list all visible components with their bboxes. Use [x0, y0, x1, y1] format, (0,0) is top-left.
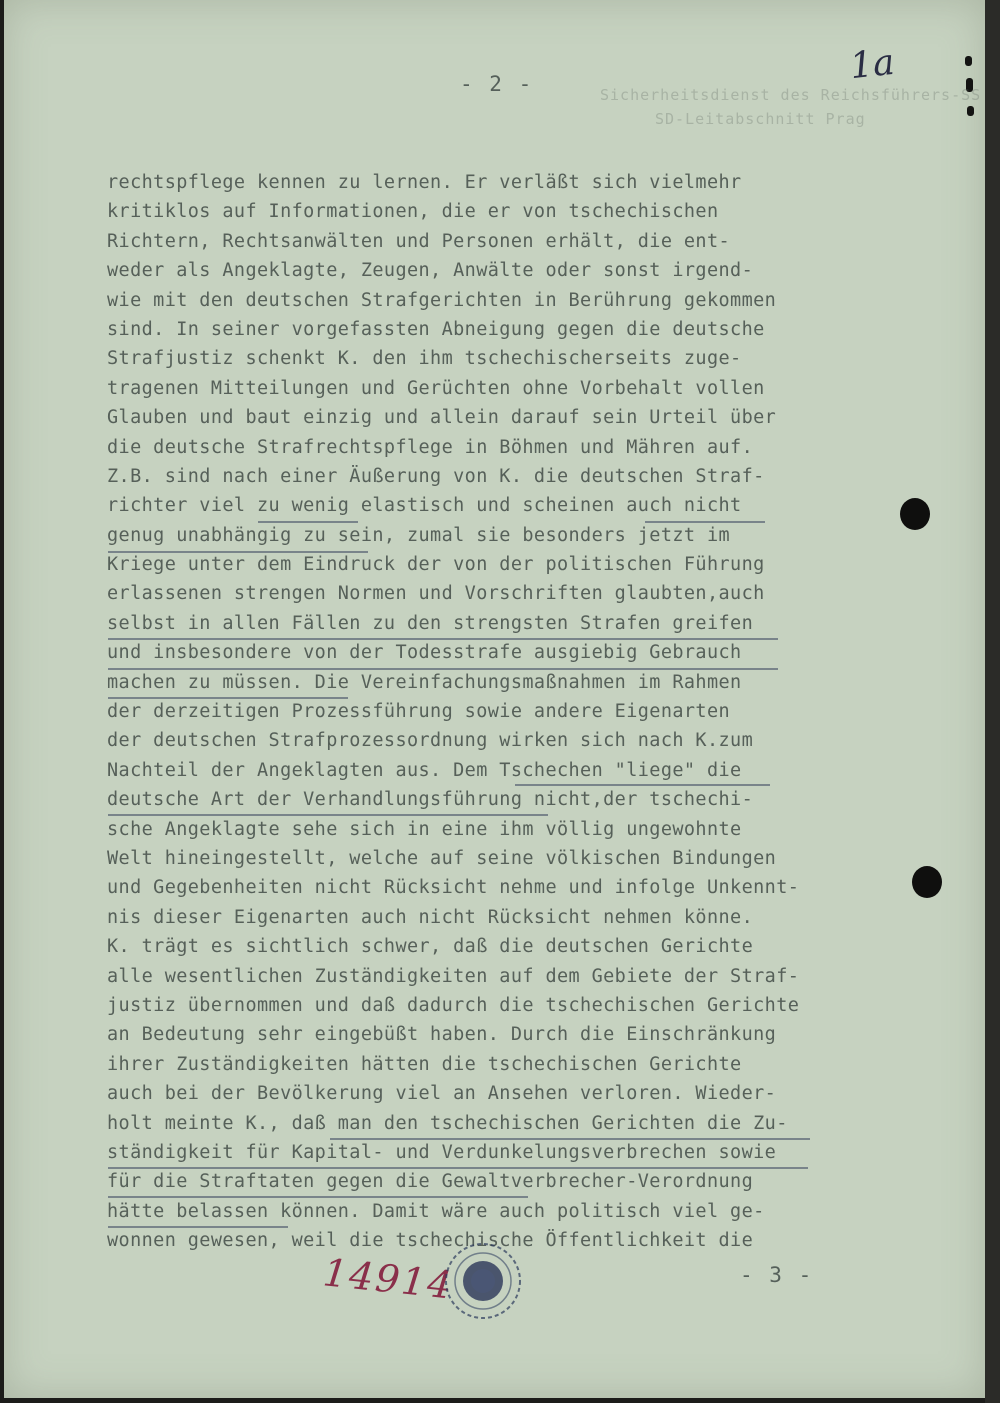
handwritten-annotation: 1a [847, 41, 897, 88]
bleed-through-text: SD-Leitabschnitt Prag [655, 110, 866, 128]
text-line: auch bei der Bevölkerung viel an Ansehen verloren. Wieder- [107, 1083, 777, 1105]
text-line: der derzeitigen Prozessführung sowie andere Eigenarten [107, 701, 731, 723]
pencil-underline [108, 551, 368, 553]
text-line: sind. In seiner vorgefassten Abneigung gegen die deutsche [107, 318, 765, 340]
text-line: nis dieser Eigenarten auch nicht Rücksicht nehmen könne. [107, 906, 754, 928]
text-line: Richtern, Rechtsanwälten und Personen erhält, die ent- [107, 230, 731, 252]
text-line: machen zu müssen. Die Vereinfachungsmaßnahmen im Rahmen [107, 671, 742, 693]
text-line: Welt hineingestellt, welche auf seine völkischen Bindungen [107, 847, 777, 869]
archive-stamp-icon [442, 1240, 524, 1322]
text-line: an Bedeutung sehr eingebüßt haben. Durch die Einschränkung [107, 1024, 777, 1046]
text-line: ständigkeit für Kapital- und Verdunkelungsverbrechen sowie [107, 1141, 777, 1163]
text-line: wonnen gewesen, weil die tschechische Öffentlichkeit die [107, 1230, 754, 1252]
binding-mark [965, 56, 972, 66]
text-line: K. trägt es sichtlich schwer, daß die deutschen Gerichte [107, 936, 754, 958]
text-line: erlassenen strengen Normen und Vorschriften glaubten,auch [107, 583, 765, 605]
text-line: und Gegebenheiten nicht Rücksicht nehme und infolge Unkennt- [107, 877, 800, 899]
text-line: Kriege unter dem Eindruck der von der politischen Führung [107, 554, 765, 576]
text-line: Nachteil der Angeklagten aus. Dem Tschechen "liege" die [107, 759, 742, 781]
punch-hole [900, 498, 930, 530]
text-line: der deutschen Strafprozessordnung wirken sich nach K.zum [107, 730, 754, 752]
bleed-through-text: Sicherheitsdienst des Reichsführers-SS [600, 86, 982, 104]
text-line: genug unabhängig zu sein, zumal sie besonders jetzt im [107, 524, 731, 546]
pencil-underline [108, 668, 778, 670]
pencil-underline [108, 697, 348, 699]
text-line: und insbesondere von der Todesstrafe ausgiebig Gebrauch [107, 642, 742, 664]
pencil-underline [108, 638, 778, 640]
text-line: Strafjustiz schenkt K. den ihm tschechischerseits zuge- [107, 348, 742, 370]
text-line: rechtspflege kennen zu lernen. Er verläßt sich vielmehr [107, 172, 742, 193]
document-body [107, 168, 799, 1255]
text-line: selbst in allen Fällen zu den strengsten Strafen greifen [107, 612, 754, 634]
text-line: hätte belassen können. Damit wäre auch politisch viel ge- [107, 1200, 765, 1222]
text-line: alle wesentlichen Zuständigkeiten auf dem Gebiete der Straf- [107, 965, 800, 987]
punch-hole [912, 866, 942, 898]
text-line: holt meinte K., daß man den tschechischen Gerichten die Zu- [107, 1112, 788, 1134]
pencil-underline [108, 1226, 288, 1228]
text-line: richter viel zu wenig elastisch und scheinen auch nicht [107, 495, 742, 517]
text-line: Z.B. sind nach einer Äußerung von K. die deutschen Straf- [107, 465, 765, 487]
pencil-underline [108, 1167, 808, 1169]
scan-edge [985, 0, 1000, 1403]
text-line: die deutsche Strafrechtspflege in Böhmen und Mähren auf. [107, 436, 754, 458]
archive-number: 14914 [321, 1250, 456, 1308]
page-number: - 2 - [460, 72, 534, 96]
text-line: Glauben und baut einzig und allein darauf sein Urteil über [107, 407, 777, 429]
binding-mark [967, 106, 974, 116]
text-line: weder als Angeklagte, Zeugen, Anwälte oder sonst irgend- [107, 260, 754, 282]
pencil-underline [330, 1138, 810, 1140]
text-line: für die Straftaten gegen die Gewaltverbrecher-Verordnung [107, 1171, 754, 1193]
pencil-underline [258, 521, 358, 523]
continuation-marker: - 3 - [740, 1263, 814, 1287]
pencil-underline [108, 814, 548, 816]
pencil-underline [645, 521, 765, 523]
text-line: wie mit den deutschen Strafgerichten in Berührung gekommen [107, 289, 777, 311]
pencil-underline [515, 784, 770, 786]
text-line: ihrer Zuständigkeiten hätten die tschechischen Gerichte [107, 1053, 742, 1075]
text-line: tragenen Mitteilungen und Gerüchten ohne Vorbehalt vollen [107, 377, 765, 399]
pencil-underline [108, 1196, 528, 1198]
text-line: sche Angeklagte sehe sich in eine ihm völlig ungewohnte [107, 818, 742, 840]
text-line: kritiklos auf Informationen, die er von tschechischen [107, 201, 719, 223]
text-line: justiz übernommen und daß dadurch die tschechischen Gerichte [107, 994, 800, 1016]
text-line: deutsche Art der Verhandlungsführung nicht,der tschechi- [107, 789, 754, 811]
